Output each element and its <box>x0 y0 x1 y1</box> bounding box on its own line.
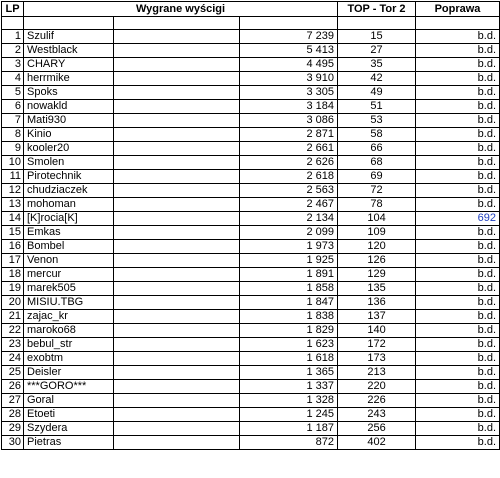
row-wins: 1 618 <box>240 352 338 366</box>
row-rank: 22 <box>2 324 24 338</box>
row-player-name: exobtm <box>24 352 114 366</box>
row-rank: 18 <box>2 268 24 282</box>
row-top: 27 <box>338 44 416 58</box>
row-rank: 4 <box>2 72 24 86</box>
table-row <box>2 296 500 310</box>
row-poprawa: b.d. <box>416 156 500 170</box>
row-wins: 1 838 <box>240 310 338 324</box>
row-wins: 1 365 <box>240 366 338 380</box>
row-rank: 21 <box>2 310 24 324</box>
row-player-name: maroko68 <box>24 324 114 338</box>
row-wins: 3 086 <box>240 114 338 128</box>
row-empty <box>114 394 240 408</box>
row-player-name: Pirotechnik <box>24 170 114 184</box>
row-wins: 2 618 <box>240 170 338 184</box>
row-player-name: herrmike <box>24 72 114 86</box>
row-player-name: Venon <box>24 254 114 268</box>
row-empty <box>114 380 240 394</box>
row-wins: 1 858 <box>240 282 338 296</box>
row-rank: 30 <box>2 436 24 450</box>
row-wins: 1 925 <box>240 254 338 268</box>
row-rank: 17 <box>2 254 24 268</box>
table-row <box>2 58 500 72</box>
row-poprawa: b.d. <box>416 30 500 44</box>
row-empty <box>114 114 240 128</box>
row-poprawa: 692 <box>416 212 500 226</box>
row-top: 136 <box>338 296 416 310</box>
row-player-name: Etoeti <box>24 408 114 422</box>
row-wins: 3 910 <box>240 72 338 86</box>
table-row <box>2 254 500 268</box>
row-wins: 2 134 <box>240 212 338 226</box>
row-wins: 2 626 <box>240 156 338 170</box>
row-empty <box>114 268 240 282</box>
row-rank: 5 <box>2 86 24 100</box>
row-wins: 1 973 <box>240 240 338 254</box>
row-empty <box>114 198 240 212</box>
row-wins: 1 337 <box>240 380 338 394</box>
table-row <box>2 142 500 156</box>
row-wins: 1 847 <box>240 296 338 310</box>
table-row <box>2 170 500 184</box>
row-rank: 1 <box>2 30 24 44</box>
table-row <box>2 86 500 100</box>
row-top: 69 <box>338 170 416 184</box>
row-top: 126 <box>338 254 416 268</box>
row-empty <box>114 226 240 240</box>
table-row <box>2 156 500 170</box>
row-rank: 15 <box>2 226 24 240</box>
row-empty <box>114 282 240 296</box>
row-rank: 11 <box>2 170 24 184</box>
table-row <box>2 380 500 394</box>
row-rank: 25 <box>2 366 24 380</box>
row-rank: 10 <box>2 156 24 170</box>
row-empty <box>114 296 240 310</box>
table-row <box>2 72 500 86</box>
row-wins: 1 623 <box>240 338 338 352</box>
row-player-name: zajac_kr <box>24 310 114 324</box>
row-poprawa: b.d. <box>416 338 500 352</box>
row-player-name: bebul_str <box>24 338 114 352</box>
row-top: 68 <box>338 156 416 170</box>
row-poprawa: b.d. <box>416 394 500 408</box>
row-player-name: mercur <box>24 268 114 282</box>
row-wins: 3 305 <box>240 86 338 100</box>
row-player-name: MISIU.TBG <box>24 296 114 310</box>
row-top: 213 <box>338 366 416 380</box>
row-top: 104 <box>338 212 416 226</box>
table-row <box>2 338 500 352</box>
row-poprawa: b.d. <box>416 226 500 240</box>
row-wins: 2 563 <box>240 184 338 198</box>
row-top: 226 <box>338 394 416 408</box>
row-empty <box>114 72 240 86</box>
row-player-name: mohoman <box>24 198 114 212</box>
row-empty <box>114 184 240 198</box>
row-poprawa: b.d. <box>416 198 500 212</box>
row-player-name: Goral <box>24 394 114 408</box>
row-empty <box>114 44 240 58</box>
row-top: 53 <box>338 114 416 128</box>
row-poprawa: b.d. <box>416 310 500 324</box>
row-empty <box>114 254 240 268</box>
row-player-name: marek505 <box>24 282 114 296</box>
row-empty <box>114 170 240 184</box>
row-poprawa: b.d. <box>416 128 500 142</box>
row-rank: 8 <box>2 128 24 142</box>
row-empty <box>114 324 240 338</box>
row-player-name: ***GORO*** <box>24 380 114 394</box>
row-empty <box>114 436 240 450</box>
row-empty <box>114 128 240 142</box>
row-poprawa: b.d. <box>416 86 500 100</box>
table-row <box>2 324 500 338</box>
row-top: 256 <box>338 422 416 436</box>
row-top: 35 <box>338 58 416 72</box>
row-empty <box>114 142 240 156</box>
row-poprawa: b.d. <box>416 142 500 156</box>
row-poprawa: b.d. <box>416 380 500 394</box>
row-rank: 20 <box>2 296 24 310</box>
row-wins: 2 467 <box>240 198 338 212</box>
row-wins: 5 413 <box>240 44 338 58</box>
row-poprawa: b.d. <box>416 44 500 58</box>
row-empty <box>114 338 240 352</box>
row-empty <box>114 58 240 72</box>
row-rank: 6 <box>2 100 24 114</box>
table-row <box>2 394 500 408</box>
row-top: 51 <box>338 100 416 114</box>
row-top: 78 <box>338 198 416 212</box>
row-player-name: chudziaczek <box>24 184 114 198</box>
row-wins: 872 <box>240 436 338 450</box>
row-poprawa: b.d. <box>416 324 500 338</box>
row-top: 135 <box>338 282 416 296</box>
row-rank: 16 <box>2 240 24 254</box>
header-poprawa: Poprawa <box>416 2 500 17</box>
row-top: 220 <box>338 380 416 394</box>
table-row <box>2 436 500 450</box>
table-row <box>2 30 500 44</box>
row-empty <box>114 30 240 44</box>
row-rank: 28 <box>2 408 24 422</box>
row-player-name: kooler20 <box>24 142 114 156</box>
row-empty <box>114 422 240 436</box>
row-top: 243 <box>338 408 416 422</box>
row-wins: 1 829 <box>240 324 338 338</box>
row-poprawa: b.d. <box>416 282 500 296</box>
row-wins: 3 184 <box>240 100 338 114</box>
row-poprawa: b.d. <box>416 58 500 72</box>
row-player-name: Szydera <box>24 422 114 436</box>
row-player-name: Mati930 <box>24 114 114 128</box>
row-empty <box>114 156 240 170</box>
row-player-name: Pietras <box>24 436 114 450</box>
table-body <box>2 30 500 450</box>
row-empty <box>114 212 240 226</box>
row-rank: 12 <box>2 184 24 198</box>
table-row <box>2 282 500 296</box>
table-row <box>2 226 500 240</box>
row-wins: 1 245 <box>240 408 338 422</box>
header-top: TOP - Tor 2 <box>338 2 416 17</box>
row-top: 120 <box>338 240 416 254</box>
row-top: 66 <box>338 142 416 156</box>
table-row <box>2 212 500 226</box>
table-row <box>2 268 500 282</box>
row-empty <box>114 240 240 254</box>
row-rank: 29 <box>2 422 24 436</box>
row-rank: 7 <box>2 114 24 128</box>
row-rank: 19 <box>2 282 24 296</box>
row-poprawa: b.d. <box>416 72 500 86</box>
row-rank: 24 <box>2 352 24 366</box>
row-poprawa: b.d. <box>416 184 500 198</box>
row-poprawa: b.d. <box>416 100 500 114</box>
row-empty <box>114 352 240 366</box>
row-poprawa: b.d. <box>416 268 500 282</box>
table-row <box>2 100 500 114</box>
row-top: 42 <box>338 72 416 86</box>
row-top: 58 <box>338 128 416 142</box>
row-poprawa: b.d. <box>416 436 500 450</box>
row-rank: 13 <box>2 198 24 212</box>
table-row <box>2 240 500 254</box>
row-wins: 2 871 <box>240 128 338 142</box>
row-top: 137 <box>338 310 416 324</box>
row-wins: 1 891 <box>240 268 338 282</box>
row-poprawa: b.d. <box>416 296 500 310</box>
row-rank: 23 <box>2 338 24 352</box>
row-player-name: Spoks <box>24 86 114 100</box>
row-poprawa: b.d. <box>416 366 500 380</box>
spacer-row <box>2 17 500 30</box>
row-top: 72 <box>338 184 416 198</box>
row-poprawa: b.d. <box>416 352 500 366</box>
row-rank: 27 <box>2 394 24 408</box>
row-player-name: Westblack <box>24 44 114 58</box>
row-empty <box>114 86 240 100</box>
row-poprawa: b.d. <box>416 422 500 436</box>
row-top: 49 <box>338 86 416 100</box>
header-lp: LP <box>2 2 24 17</box>
header-row <box>2 2 500 17</box>
table-row <box>2 422 500 436</box>
row-wins: 7 239 <box>240 30 338 44</box>
row-empty <box>114 408 240 422</box>
table-row <box>2 408 500 422</box>
table-row <box>2 184 500 198</box>
row-top: 173 <box>338 352 416 366</box>
row-player-name: Deisler <box>24 366 114 380</box>
table-row <box>2 198 500 212</box>
row-rank: 14 <box>2 212 24 226</box>
ranking-table <box>1 1 500 450</box>
header-wins: Wygrane wyścigi <box>24 2 338 17</box>
row-player-name: CHARY <box>24 58 114 72</box>
table-row <box>2 310 500 324</box>
row-wins: 2 661 <box>240 142 338 156</box>
row-player-name: Szulif <box>24 30 114 44</box>
row-poprawa: b.d. <box>416 170 500 184</box>
row-rank: 26 <box>2 380 24 394</box>
table-row <box>2 44 500 58</box>
row-wins: 2 099 <box>240 226 338 240</box>
row-top: 15 <box>338 30 416 44</box>
table-row <box>2 114 500 128</box>
row-player-name: nowakld <box>24 100 114 114</box>
row-top: 140 <box>338 324 416 338</box>
row-rank: 3 <box>2 58 24 72</box>
row-empty <box>114 310 240 324</box>
row-poprawa: b.d. <box>416 240 500 254</box>
table-row <box>2 366 500 380</box>
row-rank: 2 <box>2 44 24 58</box>
row-player-name: Smolen <box>24 156 114 170</box>
row-wins: 1 187 <box>240 422 338 436</box>
row-player-name: [K]rocia[K] <box>24 212 114 226</box>
row-top: 172 <box>338 338 416 352</box>
row-top: 129 <box>338 268 416 282</box>
row-wins: 1 328 <box>240 394 338 408</box>
row-poprawa: b.d. <box>416 408 500 422</box>
row-wins: 4 495 <box>240 58 338 72</box>
table-row <box>2 352 500 366</box>
row-top: 402 <box>338 436 416 450</box>
row-empty <box>114 100 240 114</box>
row-poprawa: b.d. <box>416 254 500 268</box>
row-top: 109 <box>338 226 416 240</box>
row-poprawa: b.d. <box>416 114 500 128</box>
row-player-name: Kinio <box>24 128 114 142</box>
row-player-name: Emkas <box>24 226 114 240</box>
table-row <box>2 128 500 142</box>
row-player-name: Bombel <box>24 240 114 254</box>
row-rank: 9 <box>2 142 24 156</box>
row-empty <box>114 366 240 380</box>
